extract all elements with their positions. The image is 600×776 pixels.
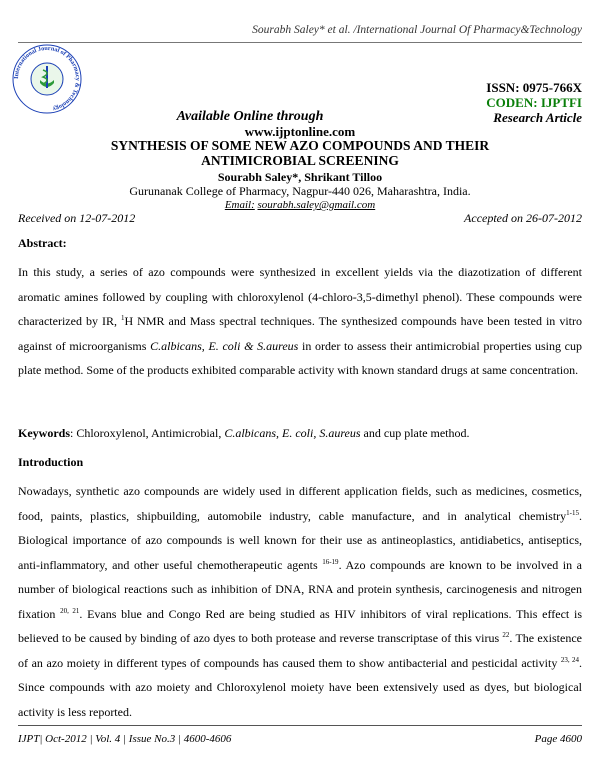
article-type: Research Article (493, 110, 582, 125)
ref: 16-19 (322, 557, 339, 566)
footer-rule (18, 725, 582, 726)
issn: ISSN: 0975-766X (486, 80, 582, 95)
ref: 22 (502, 631, 510, 639)
paper-title: SYNTHESIS OF SOME NEW AZO COMPOUNDS AND THEIR ANTIMICROBIAL SCREENING (110, 138, 490, 168)
intro-heading: Introduction (18, 455, 84, 469)
ref: 20, 21 (60, 606, 80, 615)
running-head: Sourabh Saley* et al. /International Journal Of Pharmacy&Technology (252, 24, 582, 36)
footer-citation: IJPT| Oct-2012 | Vol. 4 | Issue No.3 | 4600-4606 (18, 733, 232, 745)
available-online (0, 109, 600, 125)
email-label: Email: (224, 199, 255, 211)
logo-text: International Journal of Pharmacy & Technology (12, 44, 82, 113)
keywords: Keywords: Chloroxylenol, Antimicrobial, C.albicans, E. coli, S.aureus and cup plate method. (18, 426, 470, 440)
email-link[interactable]: sourabh.saley@gmail.com (257, 199, 376, 211)
keywords-label: Keywords (18, 426, 70, 440)
email-line (0, 199, 600, 211)
available-text: Available Online through (176, 109, 324, 124)
page-number: Page 4600 (534, 733, 582, 745)
journal-logo (10, 42, 84, 116)
intro-body: Nowadays, synthetic azo compounds are widely used in different application fields, such as medicines, cosmetics, food, paints, plastics, shipbuilding, automobile industry, cable manufacture, and in analytical chemistry$^{1-15}$. Biological importance of azo compounds is well known for their use as antineoplastics, antidiabetics, antiseptics, anti-inflammatory, and other useful chemotherapeutic agents $^{16-19}$. Azo compounds are known to be involved in a number of biological reactions such as inhibition of DNA, RNA and protein synthesis, carcinogenesis and nitrogen fixation $^{20, 21}$. Evans blue and Congo Red are being studied as HIV inhibitors of viral replications. This effect is believed to be caused by binding of azo dyes to both protease and reverse transcriptase of this virus $^{22}$. The existence of an azo moiety in different types of compounds has caused them to show antibacterial and pesticidal activity $^{23, 24}$. Since compounds with azo moiety and Chloroxylenol moiety have been extensively used as dyes, but biological activity is less reported. (18, 484, 583, 719)
header-rule (18, 42, 582, 43)
abstract-body: In this study, a series of azo compounds were synthesized in excellent yields via the diazotization of different aromatic amines followed by coupling with chloroxylenol (4-chloro-3,5-dimethyl phenol). These compounds were characterized by IR, $^1$H NMR and Mass spectral techniques. The synthesized compounds have been tested in vitro against of microorganisms C.albicans, E. coli & S.aureus in order to assess their antimicrobial properties using cup plate method. Some of the products exhibited comparable activity with known standard drugs at same concentration. (18, 265, 582, 377)
accepted-date: Accepted on 26-07-2012 (464, 211, 582, 225)
ref: 1-15 (566, 508, 579, 517)
abstract-heading: Abstract: (18, 236, 67, 250)
ref: 23, 24 (560, 655, 579, 664)
received-date: Received on 12-07-2012 (18, 211, 136, 225)
coden: CODEN: IJPTFI (486, 95, 582, 110)
authors: Sourabh Saley*, Shrikant Tilloo (217, 170, 383, 184)
affiliation: Gurunanak College of Pharmacy, Nagpur-440 026, Maharashtra, India. (129, 184, 471, 198)
journal-url[interactable]: www.ijptonline.com (244, 124, 356, 139)
